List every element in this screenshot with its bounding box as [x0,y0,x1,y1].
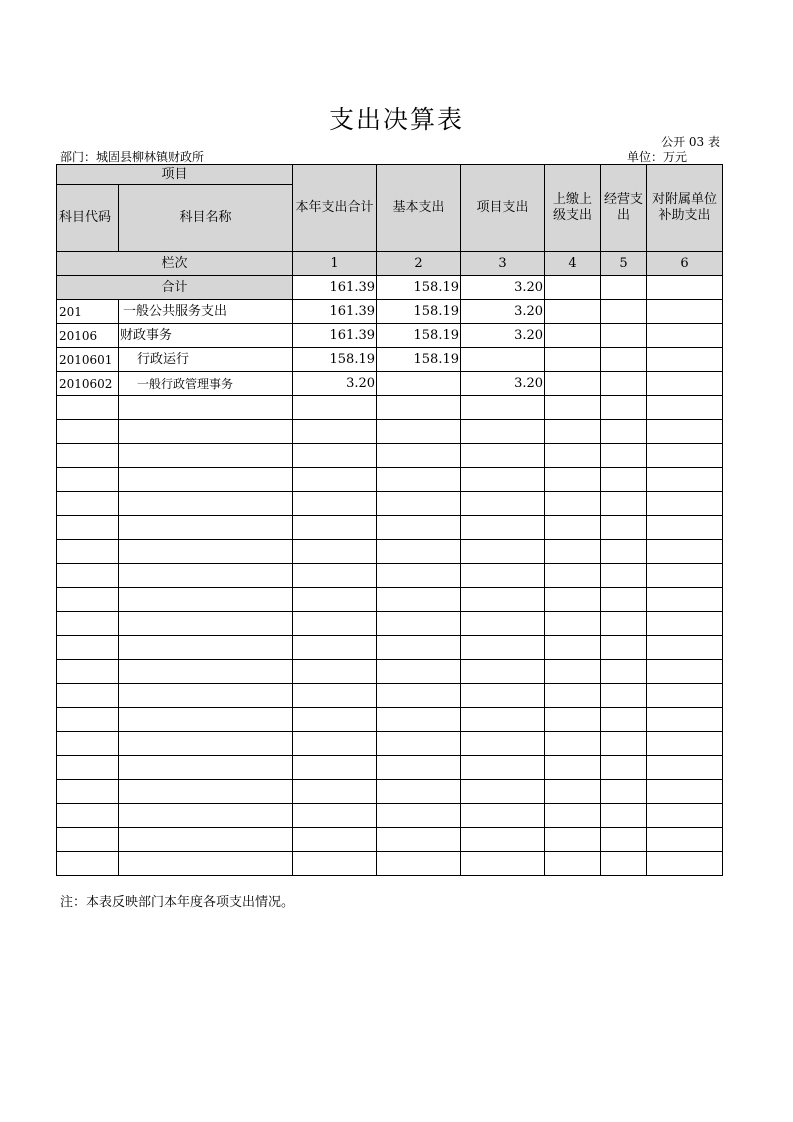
empty-row [57,564,723,588]
cell-value: 3.20 [461,372,545,396]
cell-value [647,348,723,372]
empty-row [57,780,723,804]
empty-row [57,636,723,660]
department-label: 部门：城固县柳林镇财政所 [60,150,205,164]
empty-row [57,612,723,636]
cell-value: 3.20 [293,372,377,396]
header-project: 项目 [57,165,293,185]
col-number-3: 3 [461,252,545,276]
empty-row [57,852,723,876]
subject-name: 财政事务 [119,324,293,348]
total-value: 161.39 [293,276,377,300]
empty-row [57,684,723,708]
cell-value [601,300,647,324]
header-code: 科目代码 [57,185,119,252]
total-value: 158.19 [377,276,461,300]
cell-value: 3.20 [461,324,545,348]
cell-value [647,300,723,324]
total-value [601,276,647,300]
subject-name: 行政运行 [119,348,293,372]
table-row [57,372,723,396]
header-basic: 基本支出 [377,165,461,252]
cell-value [601,324,647,348]
page-title: 支出决算表 [328,105,464,134]
subject-name: 一般公共服务支出 [119,300,293,324]
col-number-2: 2 [377,252,461,276]
header-subsidy: 对附属单位补助支出 [647,165,723,252]
empty-row [57,828,723,852]
empty-row [57,396,723,420]
cell-value [545,324,601,348]
cell-value: 158.19 [377,348,461,372]
empty-row [57,708,723,732]
header-name: 科目名称 [119,185,293,252]
form-number: 公开 03 表 [661,135,720,149]
cell-value: 161.39 [293,324,377,348]
total-row [57,276,723,300]
table-row [57,300,723,324]
col-number-1: 1 [293,252,377,276]
subject-code: 201 [57,300,119,324]
empty-row [57,732,723,756]
cell-value [377,372,461,396]
cell-value [647,324,723,348]
unit-label: 单位：万元 [627,150,688,164]
empty-row [57,660,723,684]
empty-row [57,444,723,468]
total-value [647,276,723,300]
footnote: 注：本表反映部门本年度各项支出情况。 [60,895,295,910]
empty-row [57,492,723,516]
cell-value: 158.19 [377,324,461,348]
cell-value [545,348,601,372]
cell-value [545,300,601,324]
table-row [57,324,723,348]
header-project-expenditure: 项目支出 [461,165,545,252]
header-upper: 上缴上级支出 [545,165,601,252]
empty-row [57,516,723,540]
empty-row [57,804,723,828]
empty-row [57,756,723,780]
cell-value [545,372,601,396]
cell-value: 158.19 [377,300,461,324]
empty-row [57,468,723,492]
cell-value: 3.20 [461,300,545,324]
expenditure-table [56,164,723,876]
col-number-4: 4 [545,252,601,276]
total-value: 3.20 [461,276,545,300]
table-row [57,348,723,372]
header-business: 经营支出 [601,165,647,252]
total-label: 合计 [57,276,293,300]
cell-value [461,348,545,372]
total-value [545,276,601,300]
cell-value: 158.19 [293,348,377,372]
header-column-label: 栏次 [57,252,293,276]
col-number-6: 6 [647,252,723,276]
subject-code: 20106 [57,324,119,348]
cell-value [647,372,723,396]
subject-code: 2010601 [57,348,119,372]
cell-value [601,372,647,396]
subject-name: 一般行政管理事务 [119,372,293,396]
subject-code: 2010602 [57,372,119,396]
empty-row [57,588,723,612]
cell-value [601,348,647,372]
col-number-5: 5 [601,252,647,276]
cell-value: 161.39 [293,300,377,324]
empty-row [57,420,723,444]
header-total: 本年支出合计 [293,165,377,252]
empty-row [57,540,723,564]
